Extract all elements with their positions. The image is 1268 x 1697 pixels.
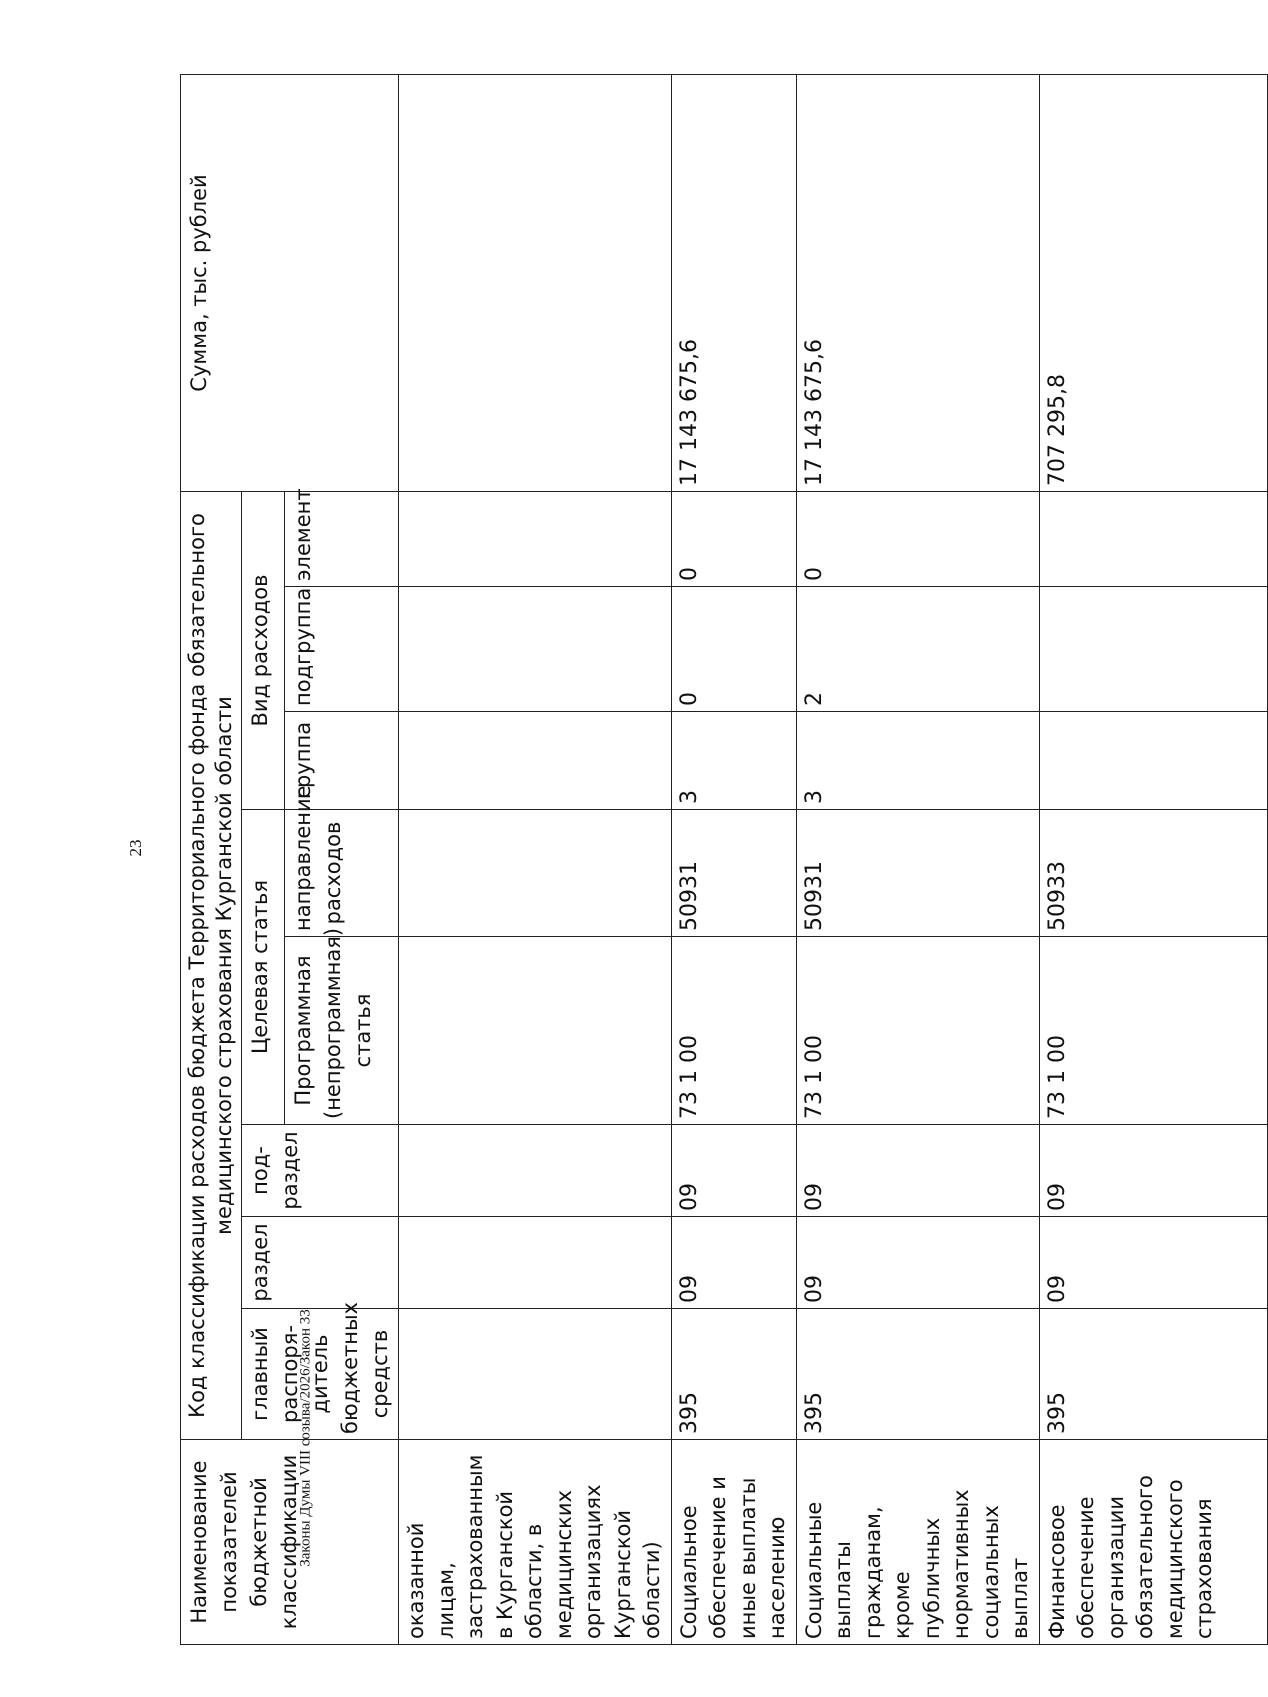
row-element-cell: 0 [671,492,796,587]
row-gr-cell [399,1309,672,1440]
row-section-cell: 09 [1039,1217,1267,1309]
row-direction-cell: 50931 [796,810,1039,937]
table-row [1039,75,1267,1645]
row-subgroup-cell [399,587,672,712]
header-subsection-cell: под-раздел [242,1125,399,1217]
budget-classification-table [180,74,1268,1645]
header-section-cell: раздел [242,1217,399,1309]
header-gr-cell: главный распоря-дитель бюджетных средств [242,1309,399,1440]
row-name-cell: Социальные выплаты гражданам, кроме публичных нормативных социальных выплат [796,1440,1039,1645]
row-group-cell [1039,712,1267,810]
row-element-cell [399,492,672,587]
header-target-cell: Целевая статья [242,810,285,1125]
row-amount-cell [399,75,672,492]
row-gr-cell: 395 [796,1309,1039,1440]
header-group-cell: группа [285,712,399,810]
table-row [399,75,672,1645]
row-program-cell [399,937,672,1125]
row-subgroup-cell: 0 [671,587,796,712]
row-section-cell: 09 [671,1217,796,1309]
header-name-cell: Наименование показателей бюджетной классификации [181,1440,399,1645]
row-program-cell: 73 1 00 [1039,937,1267,1125]
row-program-cell: 73 1 00 [796,937,1039,1125]
row-subsection-cell: 09 [671,1125,796,1217]
header-code-cell: Код классификации расходов бюджета Территориального фонда обязательного медицинского страхования Курганской области [181,492,242,1440]
row-name-cell: Финансовое обеспечение организации обязательного медицинского страхования [1039,1440,1267,1645]
row-section-cell: 09 [796,1217,1039,1309]
header-subgroup-cell: подгруппа [285,587,399,712]
header-amount-cell: Сумма, тыс. рублей [181,75,399,492]
row-direction-cell: 50933 [1039,810,1267,937]
footer-law-reference: Законы Думы VIII созыва/2026/Закон 33 [297,1309,314,1567]
row-amount-cell: 17 143 675,6 [796,75,1039,492]
row-gr-cell: 395 [1039,1309,1267,1440]
row-element-cell: 0 [796,492,1039,587]
row-amount-cell: 707 295,8 [1039,75,1267,492]
header-expense-type-cell: Вид расходов [242,492,285,810]
row-group-cell: 3 [671,712,796,810]
row-subgroup-cell [1039,587,1267,712]
table-row [796,75,1039,1645]
row-subgroup-cell: 2 [796,587,1039,712]
header-program-cell: Программная (непрограммная) статья [285,937,399,1125]
row-name-cell: оказанной лицам, застрахованным в Курганской области, в медицинских организациях Курганской области) [399,1440,672,1645]
row-direction-cell [399,810,672,937]
row-section-cell [399,1217,672,1309]
header-element-cell: элемент [285,492,399,587]
row-amount-cell: 17 143 675,6 [671,75,796,492]
row-gr-cell: 395 [671,1309,796,1440]
row-subsection-cell [399,1125,672,1217]
row-group-cell: 3 [796,712,1039,810]
row-name-cell: Социальное обеспечение и иные выплаты населению [671,1440,796,1645]
row-element-cell [1039,492,1267,587]
header-direction-cell: направление расходов [285,810,399,937]
page-number: 23 [126,839,145,857]
table-row [671,75,796,1645]
row-program-cell: 73 1 00 [671,937,796,1125]
row-subsection-cell: 09 [796,1125,1039,1217]
row-direction-cell: 50931 [671,810,796,937]
row-subsection-cell: 09 [1039,1125,1267,1217]
row-group-cell [399,712,672,810]
